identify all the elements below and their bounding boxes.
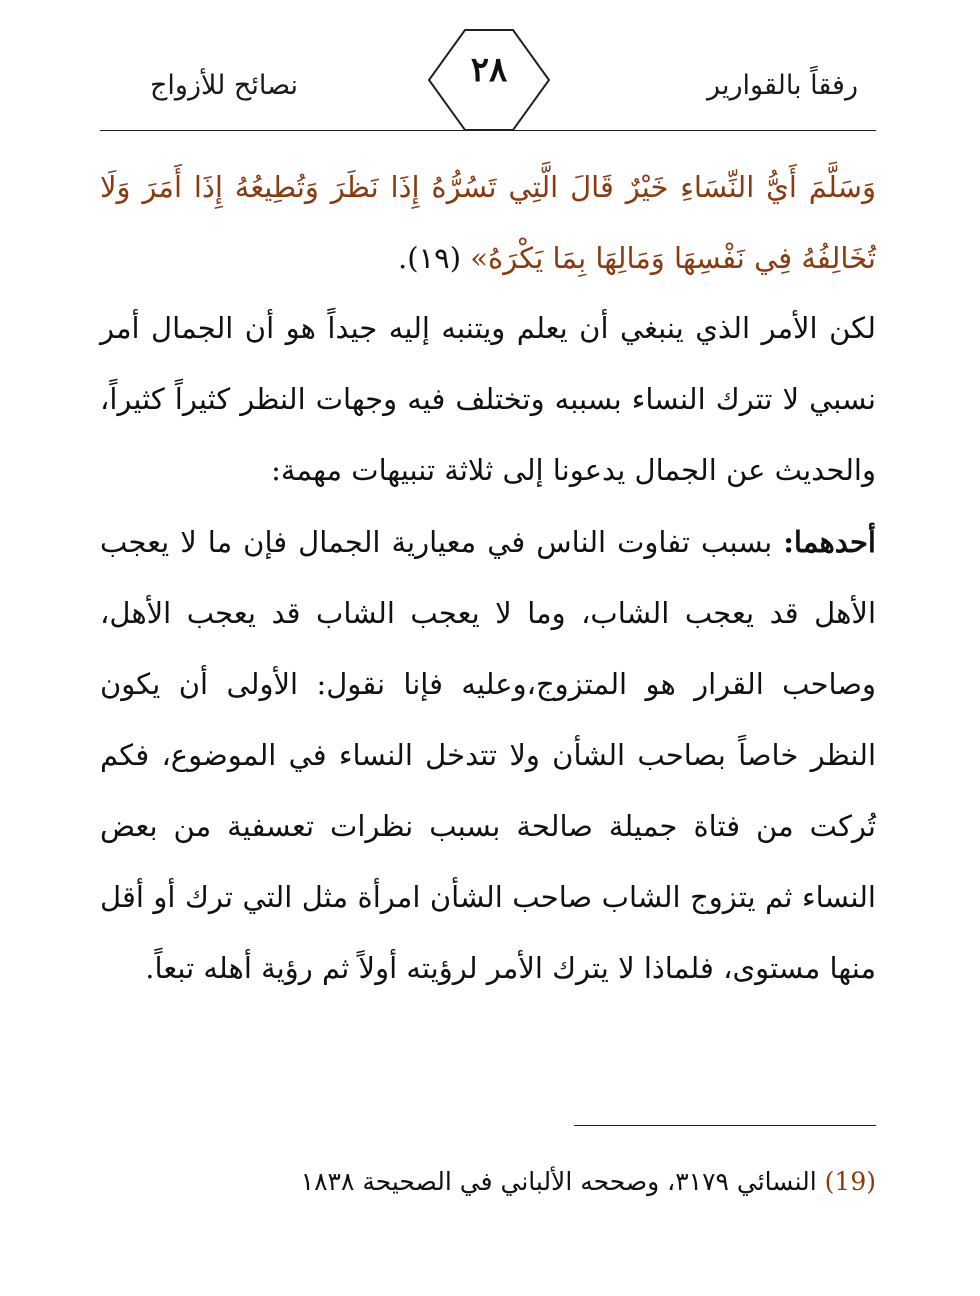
footnote-number: (19) [824, 1167, 876, 1196]
footnote [301, 1167, 876, 1196]
page-number: ٢٨ [470, 50, 508, 90]
hadith-reference: (١٩). [398, 241, 471, 275]
book-title: رفقاً بالقوارير [707, 70, 858, 101]
paragraph-2 [100, 507, 876, 1004]
hadith-quote: وَسَلَّمَ أَيُّ النِّسَاءِ خَيْرٌ قَالَ الَّتِي تَسُرُّهُ إِذَا نَظَرَ وَتُطِيعُهُ إِذَا أَمَرَ وَلَا تُخَالِفُهُ فِي نَفْسِهَا وَمَالِهَا بِمَا يَكْرَهُ» [100, 170, 876, 275]
paragraph-lead: أحدهما: [783, 525, 876, 559]
page-number-badge [427, 28, 551, 132]
hadith-text [100, 152, 876, 294]
section-title: نصائح للأزواج [150, 70, 299, 101]
header-rule [100, 130, 876, 131]
footnote-text: النسائي ٣١٧٩، وصححه الألباني في الصحيحة ١٨٣٨ [300, 1167, 825, 1196]
paragraph-2-text: بسبب تفاوت الناس في معيارية الجمال فإن ما لا يعجب الأهل قد يعجب الشاب، وما لا يعجب الشاب قد يعجب الأهل، وصاحب القرار هو المتزوج،وعليه فإنا نقول: الأولى أن يكون النظر خاصاً بصاحب الشأن ولا تتدخل النساء في الموضوع، فكم تُركت من فتاة جميلة صالحة بسبب نظرات تعسفية من بعض النساء ثم يتزوج الشاب صاحب الشأن امرأة مثل التي ترك أو أقل منها مستوى، فلماذا لا يترك الأمر لرؤيته أولاً ثم رؤية أهله تبعاً. [100, 525, 876, 985]
footnote-rule [574, 1125, 876, 1126]
paragraph-1: لكن الأمر الذي ينبغي أن يعلم ويتنبه إليه جيداً هو أن الجمال أمر نسبي لا تترك النساء بسببه وتختلف فيه وجهات النظر كثيراً كثيراً، والحديث عن الجمال يدعونا إلى ثلاثة تنبيهات مهمة: [100, 311, 876, 487]
